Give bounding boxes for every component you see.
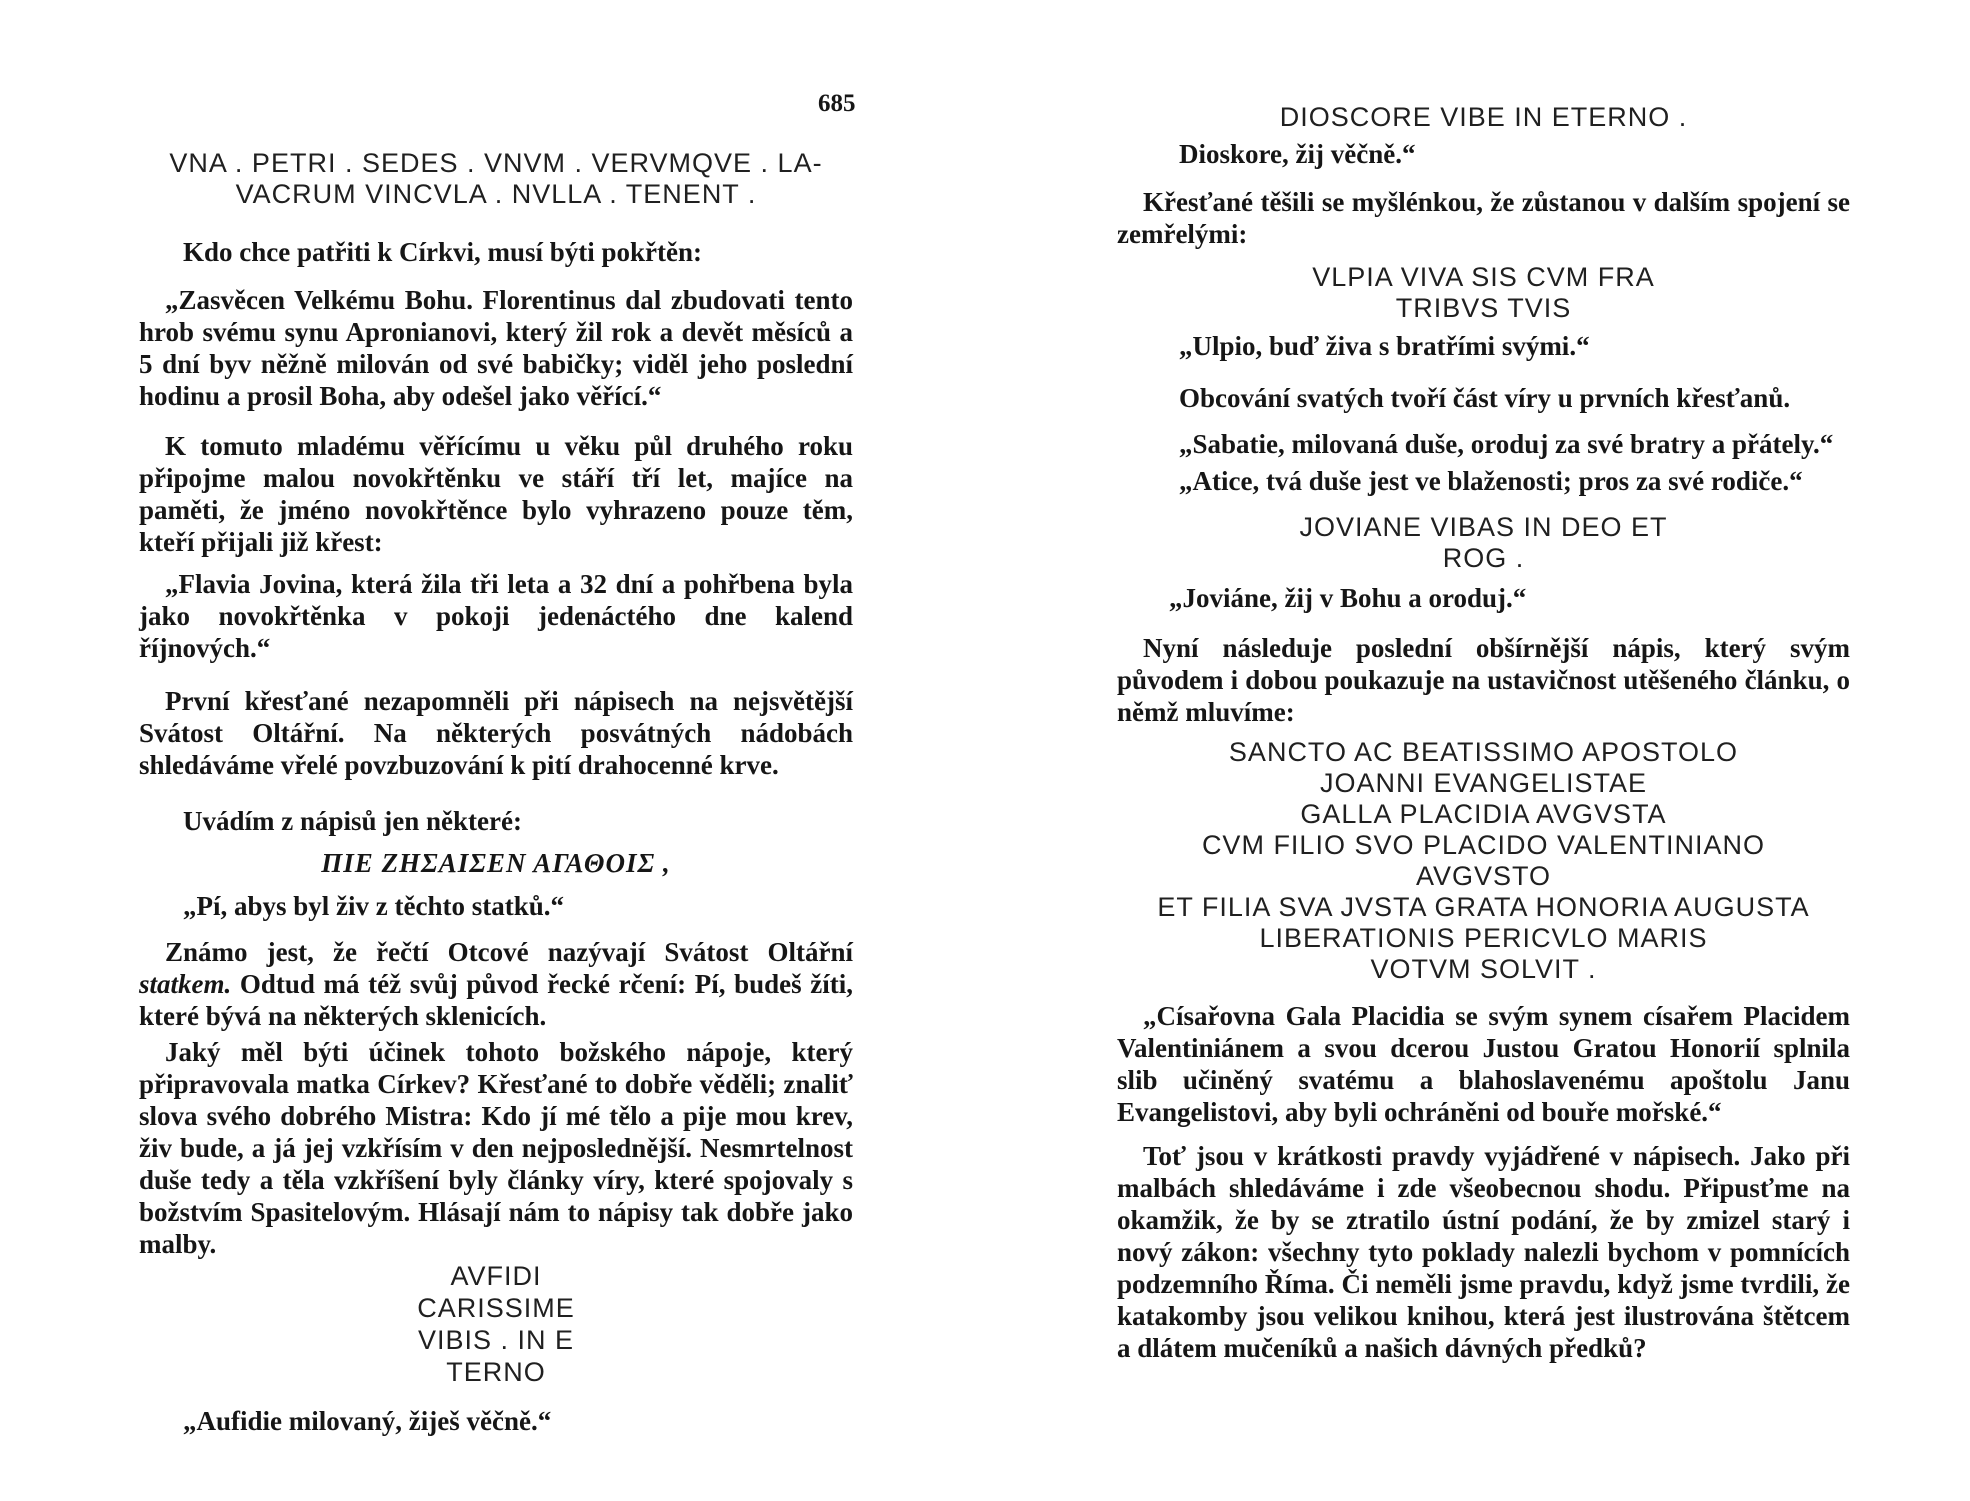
- right-paragraph-7: „Joviáne, žij v Bohu a oroduj.“: [1169, 583, 1527, 613]
- inscription-dioscore: DIOSCORE VIBE IN ETERNO .: [1279, 102, 1688, 132]
- p8-text-a: Známo jest, že řečtí Otcové nazývají Svátost Oltářní: [165, 937, 853, 967]
- left-paragraph-1: Kdo chce patřiti k Církvi, musí býti pokřtěn:: [183, 237, 703, 267]
- right-paragraph-5: „Sabatie, milovaná duše, oroduj za své bratry a přátely.“: [1179, 429, 1834, 459]
- inscription-avfidi: AVFIDI CARISSIME VIBIS . IN E TERNO: [417, 1261, 575, 1387]
- inscription-joviane: JOVIANE VIBAS IN DEO ET ROG .: [1299, 512, 1668, 573]
- left-paragraph-3: K tomuto mladému věřícímu u věku půl druhého roku připojme malou novokřtěnku ve stáří tří let, majíce na paměti, že jméno novokřtěnce bylo vyhrazeno pouze těm, kteří přijali již křest:: [139, 431, 853, 557]
- right-paragraph-8: Nyní následuje poslední obšírnější nápis, který svým původem i dobou poukazuje na ustavičnost utěšeného článku, o němž mluvíme:: [1117, 633, 1850, 727]
- left-paragraph-4: „Flavia Jovina, která žila tři leta a 32 dní a pohřbena byla jako novokřtěnka v pokoji jedenáctého dne kalend říjnových.“: [139, 569, 853, 663]
- right-paragraph-6: „Atice, tvá duše jest ve blaženosti; pros za své rodiče.“: [1179, 466, 1803, 496]
- inscription-vlpia: VLPIA VIVA SIS CVM FRA TRIBVS TVIS: [1312, 262, 1655, 323]
- greek-inscription: ΠΙΕ ΖΗΣΑΙΣΕΝ ΑΓΑΘΟΙΣ ,: [321, 848, 671, 878]
- page-number: 685: [818, 90, 856, 117]
- right-paragraph-9: „Císařovna Gala Placidia se svým synem císařem Placidem Valentiniánem a svou dcerou Justou Gratou Honorií splnila slib učiněný svatému a blahoslavenému apoštolu Janu Evangelistovi, aby byli ochráněni od bouře mořské.“: [1117, 1001, 1850, 1127]
- left-paragraph-7: „Pí, abys byl živ z těchto statků.“: [183, 891, 564, 921]
- left-paragraph-2: „Zasvěcen Velkému Bohu. Florentinus dal zbudovati tento hrob svému synu Apronianovi, který žil rok a devět měsíců a 5 dní byv něžně milován od své babičky; viděl jeho poslední hodinu a prosil Boha, aby odešel jako věřící.“: [139, 285, 853, 411]
- left-paragraph-9: Jaký měl býti účinek tohoto božského nápoje, který připravovala matka Církev? Křesťané to dobře věděli; znaliť slova svého dobrého Mistra: Kdo jí mé tělo a pije mou krev, živ bude, a já jej vzkřísím v den nejposlednější. Nesmrtelnost duše tedy a těla vzkříšení byly články víry, které spojovaly s božstvím Spasitelovým. Hlásají nám to nápisy tak dobře jako malby.: [139, 1037, 853, 1259]
- left-paragraph-10: „Aufidie milovaný, žiješ věčně.“: [183, 1406, 552, 1436]
- inscription-vna-petri: VNA . PETRI . SEDES . VNVM . VERVMQVE . LA- VACRUM VINCVLA . NVLLA . TENENT .: [169, 148, 823, 209]
- right-paragraph-2: Křesťané těšili se myšlénkou, že zůstanou v dalším spojení se zemřelými:: [1117, 187, 1850, 249]
- left-paragraph-5: První křesťané nezapomněli při nápisech na nejsvětější Svátost Oltářní. Na některých posvátných nádobách shledáváme vřelé povzbuzování k pití drahocenné krve.: [139, 686, 853, 780]
- p8-italic: statkem.: [139, 969, 232, 999]
- right-paragraph-4: Obcování svatých tvoří část víry u prvních křesťanů.: [1179, 383, 1791, 413]
- inscription-galla-placidia: SANCTO AC BEATISSIMO APOSTOLO JOANNI EVANGELISTAE GALLA PLACIDIA AVGVSTA CVM FILIO SVO PLACIDO VALENTINIANO AVGVSTO ET FILIA SVA JVSTA GRATA HONORIA AUGUSTA LIBERATIONIS PERICVLO MARIS VOTVM SOLVIT .: [1157, 737, 1810, 984]
- p8-text-b: Odtud má též svůj původ řecké rčení: Pí, budeš žíti, které bývá na některých sklenicích.: [139, 969, 853, 1031]
- left-paragraph-8: [139, 936, 853, 1032]
- right-paragraph-3: „Ulpio, buď živa s bratřími svými.“: [1179, 331, 1590, 361]
- right-paragraph-10: Toť jsou v krátkosti pravdy vyjádřené v nápisech. Jako při malbách shledáváme i zde všeobecnou shodu. Připusťme na okamžik, že by se ztratilo ústní podání, že by zmizel starý i nový zákon: všechny tyto poklady nalezli bychom v pomnících podzemního Říma. Či neměli jsme pravdu, když jsme tvrdili, že katakomby jsou velikou knihou, která jest ilustrována štětcem a dlátem mučeníků a našich dávných předků?: [1117, 1141, 1850, 1363]
- left-paragraph-6: Uvádím z nápisů jen některé:: [183, 806, 522, 836]
- right-paragraph-1: Dioskore, žij věčně.“: [1179, 139, 1416, 169]
